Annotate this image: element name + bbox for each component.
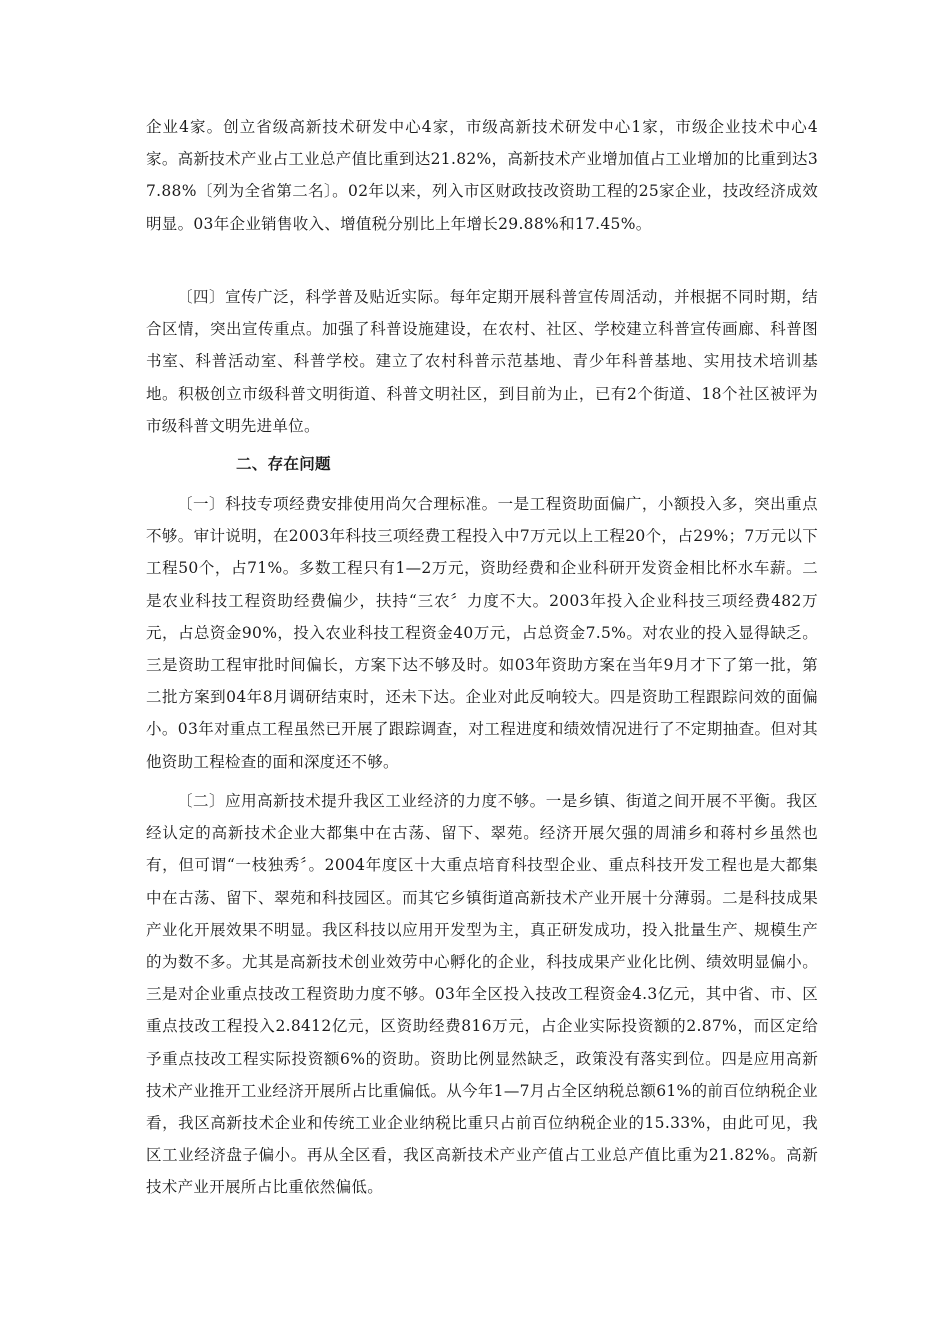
paragraph-intro: 企业4家。创立省级高新技术研发中心4家，市级高新技术研发中心1家，市级企业技术中心4家。高新技术产业占工业总产值比重到达21.82%，高新技术产业增加值占工业增加的比重到达37.88%〔列为全省第二名〕。02年以来，列入市区财政技改资助工程的25家企业，技改经济成效明显。03年企业销售收入、增值税分别比上年增长29.88%和17.45%。 <box>146 118 818 233</box>
paragraph-problem-two: 〔二〕应用高新技术提升我区工业经济的力度不够。一是乡镇、街道之间开展不平衡。我区经认定的高新技术企业大都集中在古荡、留下、翠苑。经济开展欠强的周浦乡和蒋村乡虽然也有，但可谓“一枝独秀〞。2004年度区十大重点培育科技型企业、重点科技开发工程也是大都集中在古荡、留下、翠苑和科技园区。而其它乡镇街道高新技术产业开展十分薄弱。二是科技成果产业化开展效果不明显。我区科技以应用开发型为主，真正研发成功，投入批量生产、规模生产的为数不多。尤其是高新技术创业效劳中心孵化的企业，科技成果产业化比例、绩效明显偏小。三是对企业重点技改工程资助力度不够。03年全区投入技改工程资金4.3亿元，其中省、市、区重点技改工程投入2.8412亿元，区资助经费816万元，占企业实际投资额的2.87%，而区定给予重点技改工程实际投资额6%的资助。资助比例显然缺乏，政策没有落实到位。四是应用高新技术产业推开工业经济开展所占比重偏低。从今年1—7月占全区纳税总额61%的前百位纳税企业看，我区高新技术企业和传统工业企业纳税比重只占前百位纳税企业的15.33%，由此可见，我区工业经济盘子偏小。再从全区看，我区高新技术产业产值占工业总产值比重为21.82%。高新技术产业开展所占比重依然偏低。 <box>146 792 818 1197</box>
paragraph-problem-one: 〔一〕科技专项经费安排使用尚欠合理标准。一是工程资助面偏广，小额投入多，突出重点不够。审计说明，在2003年科技三项经费工程投入中7万元以上工程20个，占29%；7万元以下工程50个，占71%。多数工程只有1—2万元，资助经费和企业科研开发资金相比杯水车薪。二是农业科技工程资助经费偏少，扶持“三农〞力度不大。2003年投入企业科技三项经费482万元，占总资金90%，投入农业科技工程资金40万元，占总资金7.5%。对农业的投入显得缺乏。三是资助工程审批时间偏长，方案下达不够及时。如03年资助方案在当年9月才下了第一批，第二批方案到04年8月调研结束时，还未下达。企业对此反响较大。四是资助工程跟踪问效的面偏小。03年对重点工程虽然已开展了跟踪调查，对工程进度和绩效情况进行了不定期抽查。但对其他资助工程检查的面和深度还不够。 <box>146 495 818 771</box>
section-heading: 二、存在问题 <box>236 454 331 473</box>
paragraph-section-four: 〔四〕宣传广泛，科学普及贴近实际。每年定期开展科普宣传周活动，并根据不同时期，结合区情，突出宣传重点。加强了科普设施建设，在农村、社区、学校建立科普宣传画廊、科普图书室、科普活动室、科普学校。建立了农村科普示范基地、青少年科普基地、实用技术培训基地。积极创立市级科普文明街道、科普文明社区，到目前为止，已有2个街道、18个社区被评为市级科普文明先进单位。 <box>146 288 818 435</box>
